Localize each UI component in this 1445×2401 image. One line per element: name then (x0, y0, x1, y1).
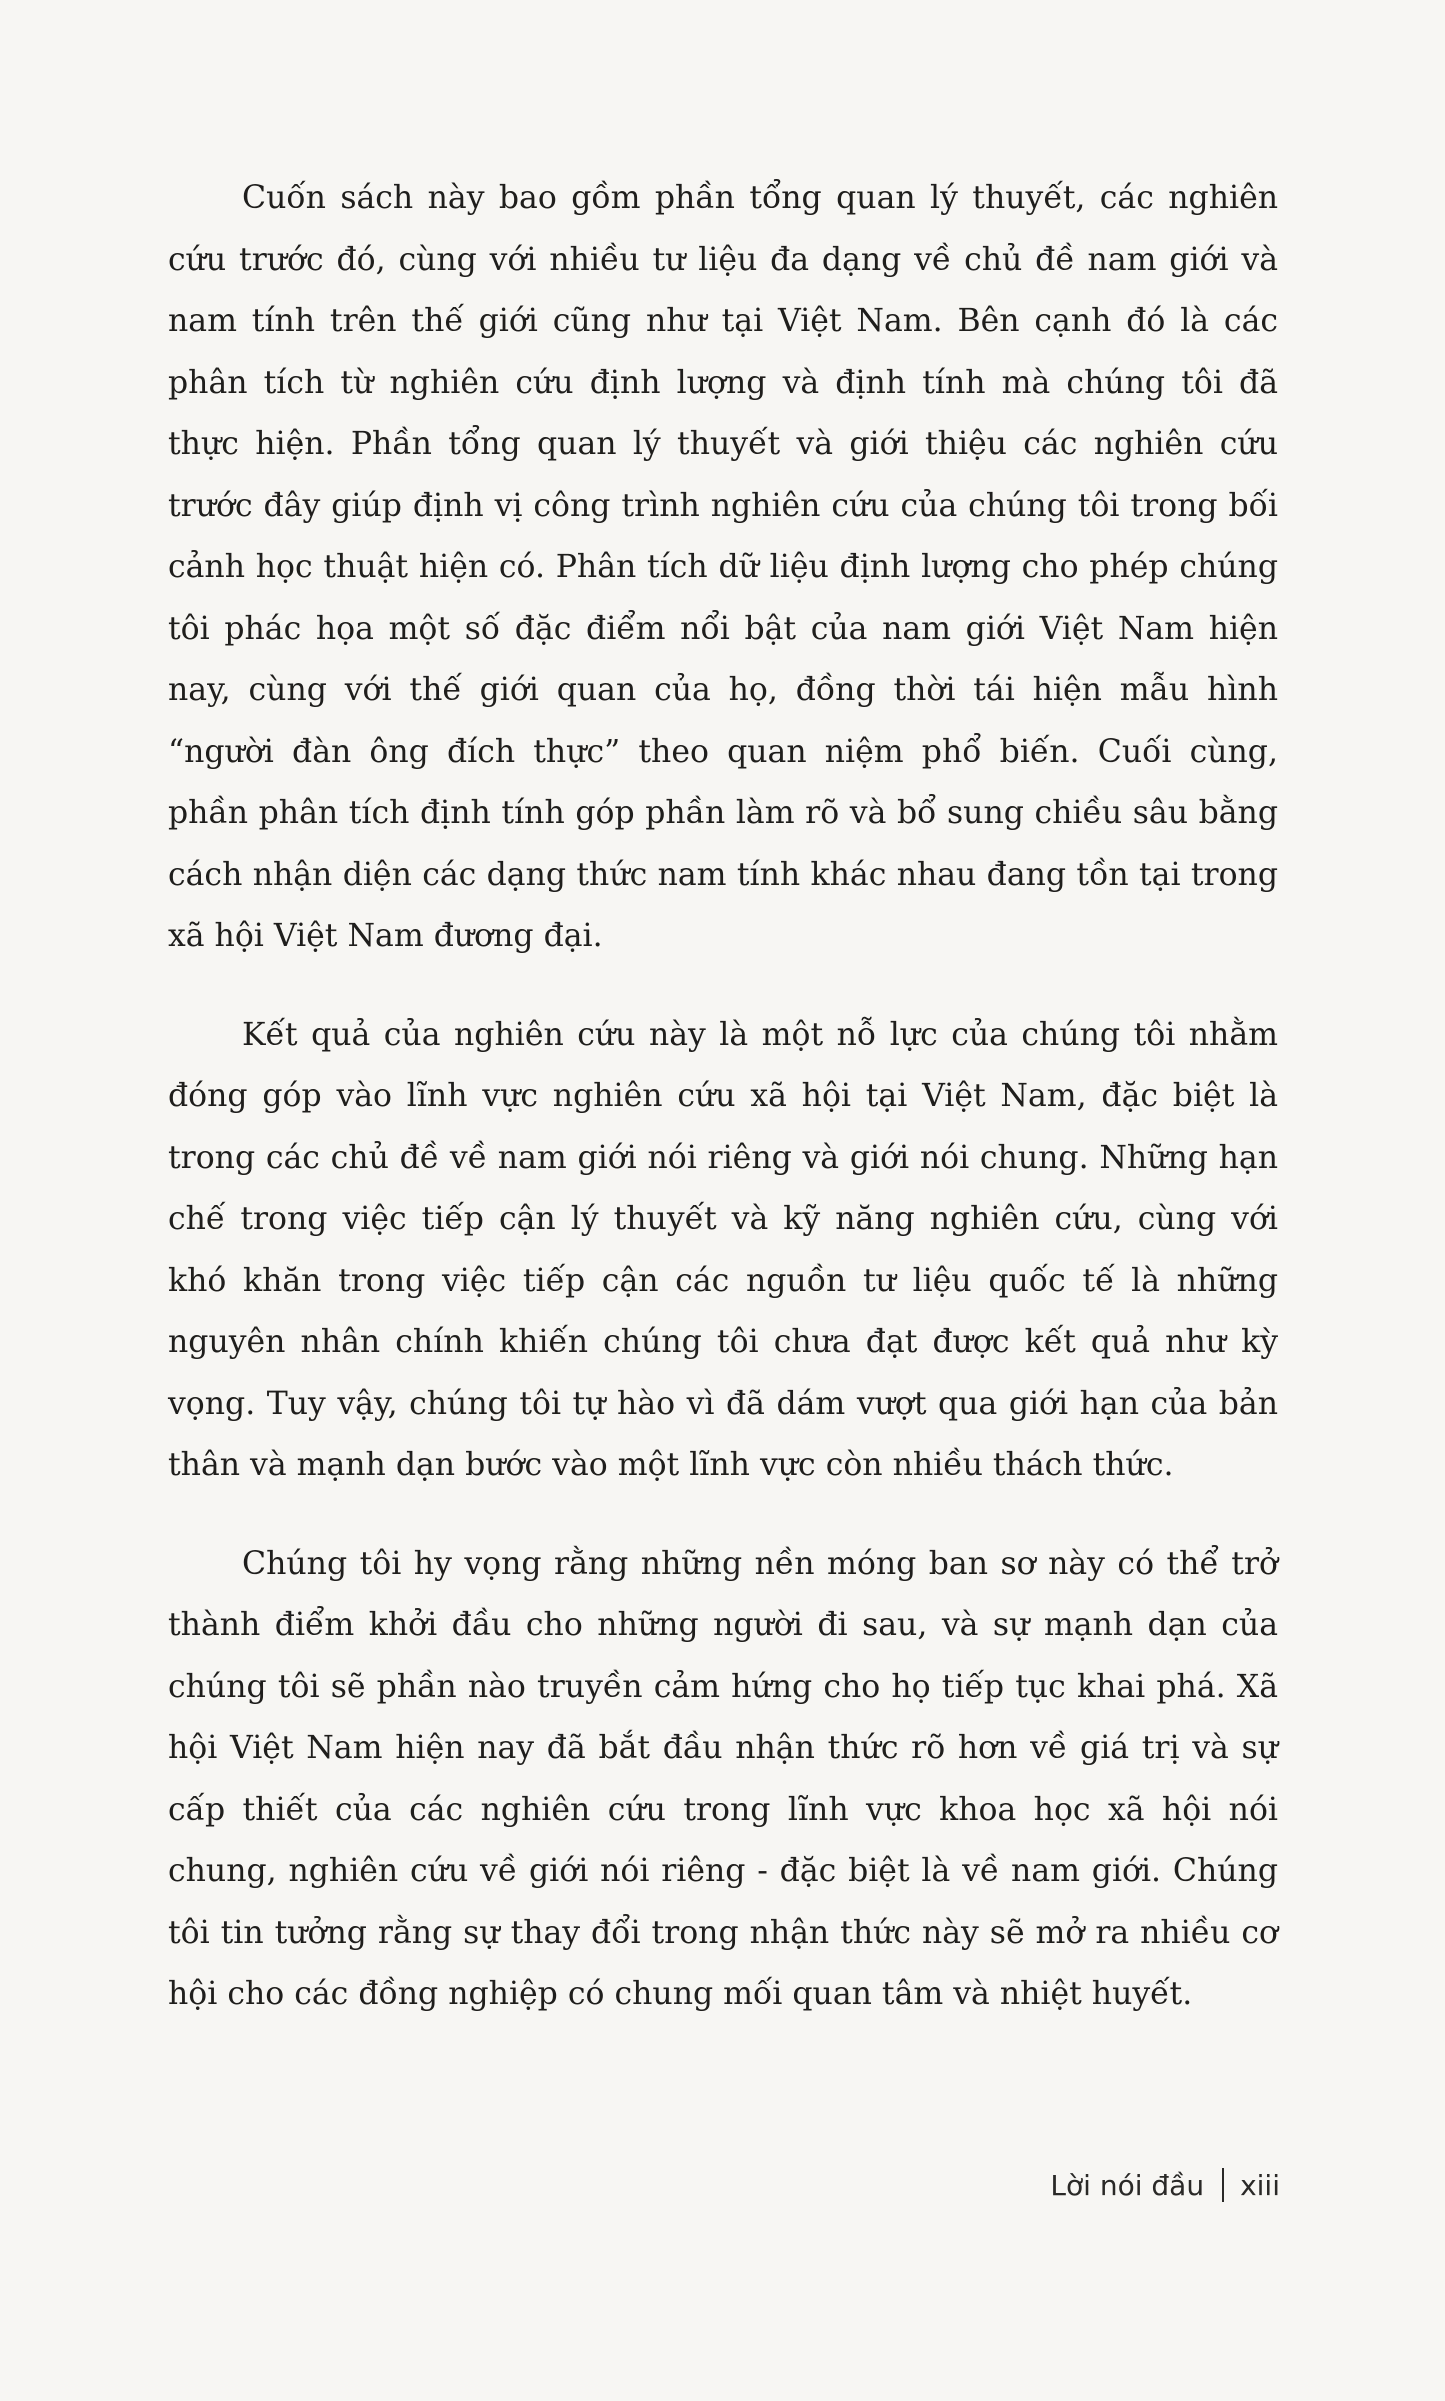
footer-divider (1222, 2168, 1224, 2202)
page-number: xiii (1240, 2168, 1280, 2202)
running-section-title: Lời nói đầu (1050, 2168, 1205, 2202)
paragraph-overview: Cuốn sách này bao gồm phần tổng quan lý thuyết, các nghiên cứu trước đó, cùng với nhiều tư liệu đa dạng về chủ đề nam giới và nam tính trên thế giới cũng như tại Việt Nam. Bên cạnh đó là các phân tích từ nghiên cứu định lượng và định tính mà chúng tôi đã thực hiện. Phần tổng quan lý thuyết và giới thiệu các nghiên cứu trước đây giúp định vị công trình nghiên cứu của chúng tôi trong bối cảnh học thuật hiện có. Phân tích dữ liệu định lượng cho phép chúng tôi phác họa một số đặc điểm nổi bật của nam giới Việt Nam hiện nay, cùng với thế giới quan của họ, đồng thời tái hiện mẫu hình “người đàn ông đích thực” theo quan niệm phổ biến. Cuối cùng, phần phân tích định tính góp phần làm rõ và bổ sung chiều sâu bằng cách nhận diện các dạng thức nam tính khác nhau đang tồn tại trong xã hội Việt Nam đương đại. (168, 180, 1278, 954)
body-text (168, 168, 1278, 2063)
paragraph-contribution: Kết quả của nghiên cứu này là một nỗ lực của chúng tôi nhằm đóng góp vào lĩnh vực nghiên cứu xã hội tại Việt Nam, đặc biệt là trong các chủ đề về nam giới nói riêng và giới nói chung. Những hạn chế trong việc tiếp cận lý thuyết và kỹ năng nghiên cứu, cùng với khó khăn trong việc tiếp cận các nguồn tư liệu quốc tế là những nguyên nhân chính khiến chúng tôi chưa đạt được kết quả như kỳ vọng. Tuy vậy, chúng tôi tự hào vì đã dám vượt qua giới hạn của bản thân và mạnh dạn bước vào một lĩnh vực còn nhiều thách thức. (168, 1016, 1278, 1483)
paragraph-hope: Chúng tôi hy vọng rằng những nền móng ban sơ này có thể trở thành điểm khởi đầu cho những người đi sau, và sự mạnh dạn của chúng tôi sẽ phần nào truyền cảm hứng cho họ tiếp tục khai phá. Xã hội Việt Nam hiện nay đã bắt đầu nhận thức rõ hơn về giá trị và sự cấp thiết của các nghiên cứu trong lĩnh vực khoa học xã hội nói chung, nghiên cứu về giới nói riêng - đặc biệt là về nam giới. Chúng tôi tin tưởng rằng sự thay đổi trong nhận thức này sẽ mở ra nhiều cơ hội cho các đồng nghiệp có chung mối quan tâm và nhiệt huyết. (168, 1545, 1278, 2012)
page-footer (1050, 2168, 1280, 2202)
